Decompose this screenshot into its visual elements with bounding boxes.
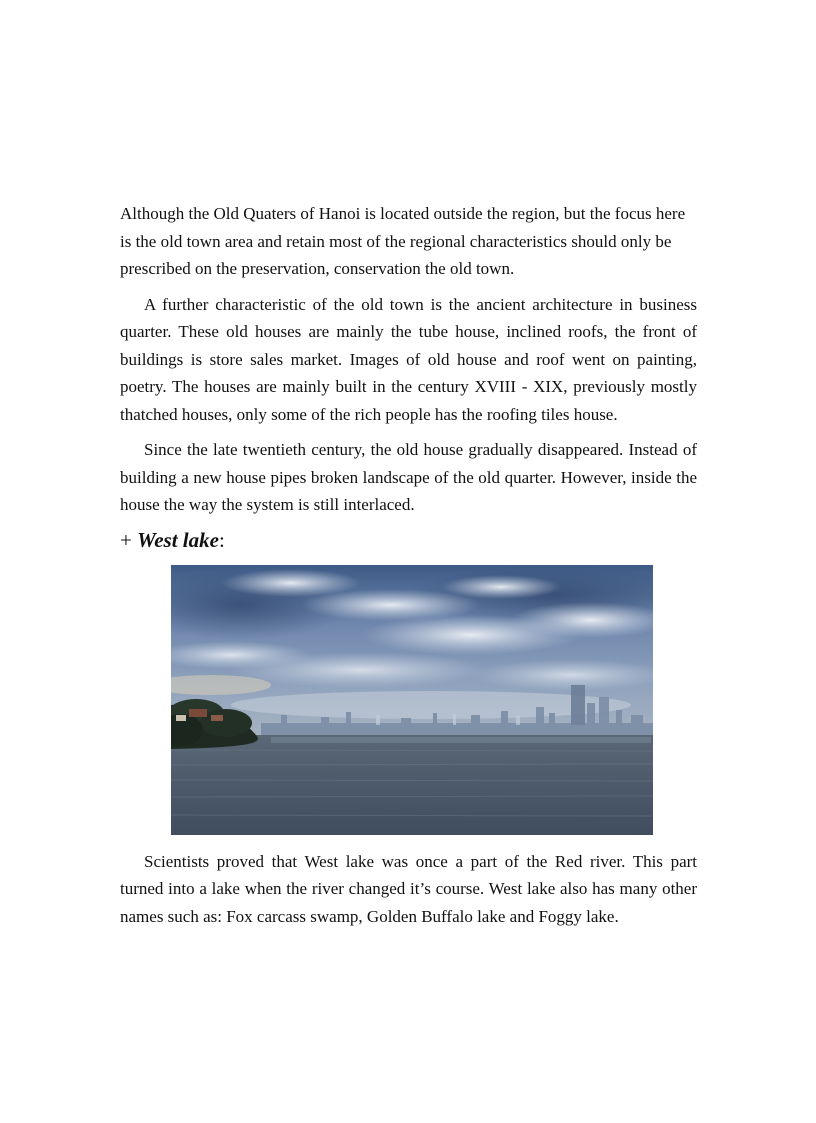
document-page <box>120 200 697 930</box>
heading-suffix: : <box>218 527 225 552</box>
section-heading-west-lake <box>120 525 697 555</box>
paragraph-old-town-architecture: A further characteristic of the old town is the ancient architecture in business quarter. These old houses are mainly the tube house, inclined roofs, the front of buildings is store sales market. Images of old house and roof went on painting, poetry. The houses are mainly built in the century XVIII - XIX, previously mostly thatched houses, only some of the rich people has the roofing tiles house. <box>120 294 697 424</box>
paragraph-west-lake-history: Scientists proved that West lake was once a part of the Red river. This part turned into a lake when the river changed it’s course. West lake also has many other names such as: Fox carcass swamp, Golden Buffalo lake and Foggy lake. <box>120 851 697 926</box>
paragraph-old-quarter-intro: Although the Old Quaters of Hanoi is located outside the region, but the focus here is the old town area and retain most of the regional characteristics should only be prescribed on the preservation, conservation the old town. <box>120 204 686 278</box>
heading-prefix: + <box>120 527 138 552</box>
heading-title: West lake <box>137 527 219 552</box>
west-lake-photo-drawing <box>171 565 653 835</box>
west-lake-photo <box>171 565 653 835</box>
paragraph-old-house-disappearance: Since the late twentieth century, the old house gradually disappeared. Instead of building a new house pipes broken landscape of the old quarter. However, inside the house the way the system is still interlaced. <box>120 440 697 514</box>
